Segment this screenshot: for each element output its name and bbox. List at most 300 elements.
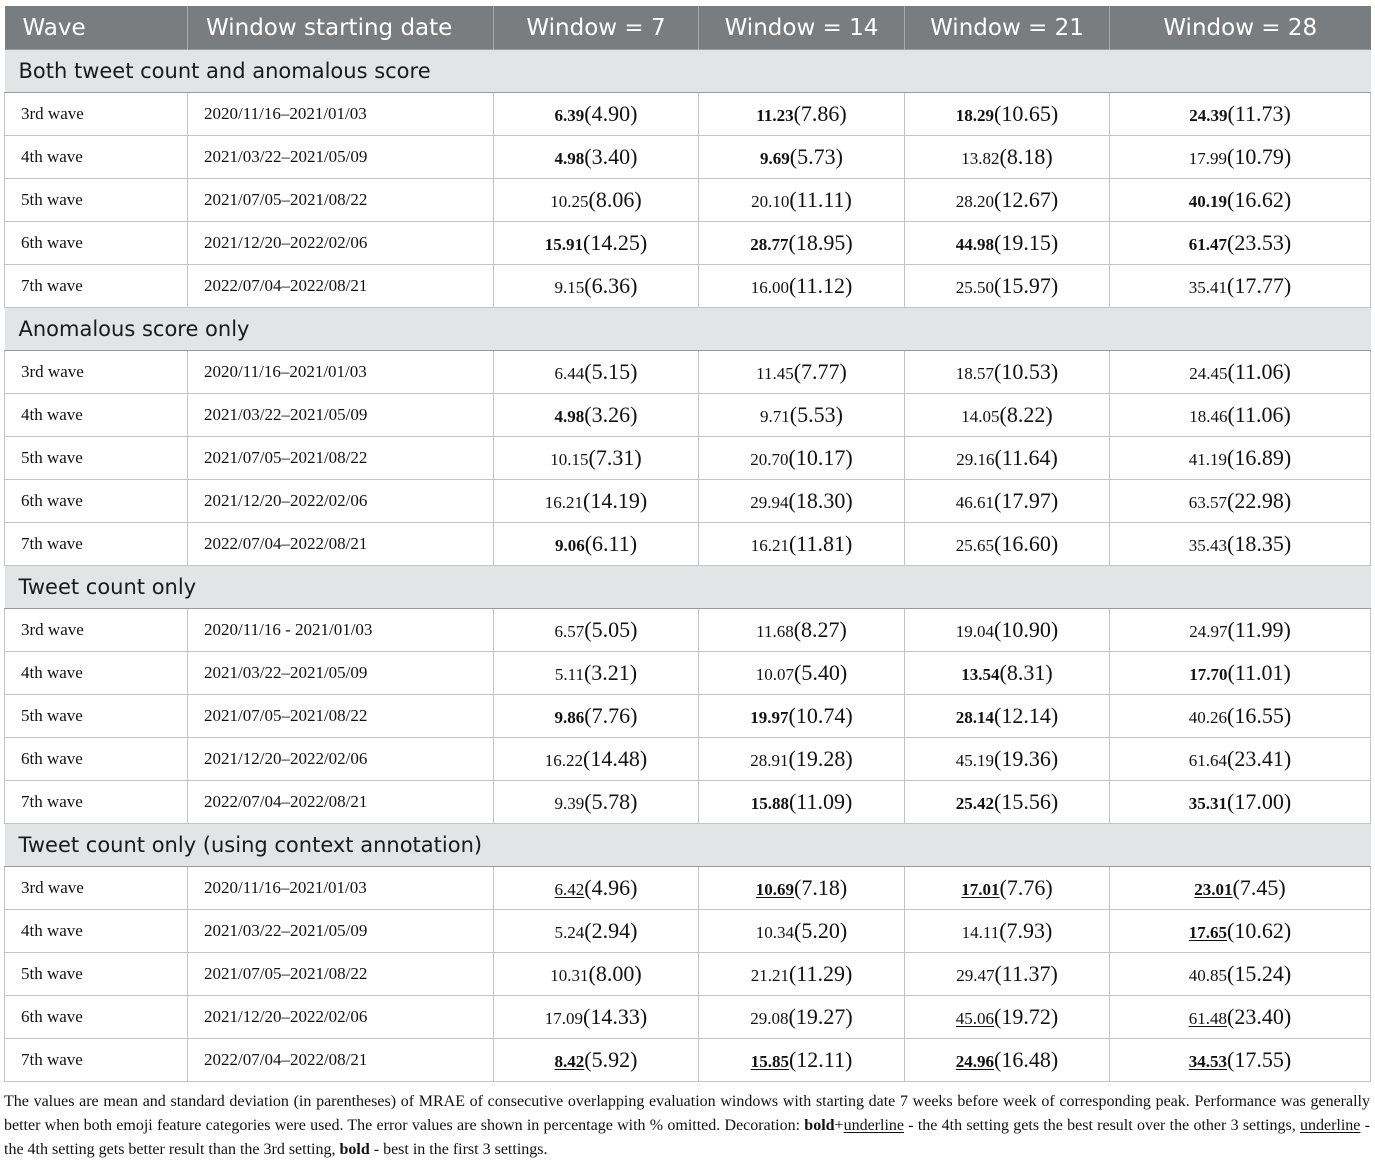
mean-value: 63.57 xyxy=(1188,493,1228,512)
header-window-start: Window starting date xyxy=(188,6,494,50)
sd-value: (14.19) xyxy=(583,488,648,513)
mean-value: 29.16 xyxy=(956,450,995,469)
table-row xyxy=(5,351,1371,394)
value-cell xyxy=(699,136,905,179)
wave-cell: 6th wave xyxy=(5,996,188,1039)
value-cell xyxy=(494,179,699,222)
value-cell xyxy=(1110,910,1371,953)
mean-value: 20.10 xyxy=(751,192,790,211)
mean-value: 19.97 xyxy=(750,708,789,727)
mean-value: 25.50 xyxy=(955,278,995,297)
sd-value: (7.77) xyxy=(793,359,847,384)
mean-value: 10.25 xyxy=(550,192,589,211)
sd-value: (4.96) xyxy=(584,875,638,900)
value-cell xyxy=(494,781,699,824)
table-row xyxy=(5,781,1371,824)
value-cell xyxy=(699,781,905,824)
value-cell xyxy=(494,136,699,179)
value-cell xyxy=(905,437,1110,480)
mean-value: 29.94 xyxy=(750,493,789,512)
header-window-28: Window = 28 xyxy=(1110,6,1371,50)
mean-value: 24.96 xyxy=(955,1052,995,1071)
mean-value: 17.70 xyxy=(1189,665,1228,684)
mean-value: 24.39 xyxy=(1189,106,1228,125)
value-cell xyxy=(699,351,905,394)
value-cell xyxy=(699,179,905,222)
mean-value: 14.11 xyxy=(961,923,1000,942)
sd-value: (10.90) xyxy=(994,617,1059,642)
sd-value: (11.29) xyxy=(788,961,853,986)
wave-cell: 7th wave xyxy=(5,781,188,824)
sd-value: (5.53) xyxy=(789,402,843,427)
sd-value: (5.05) xyxy=(584,617,638,642)
mean-value: 19.04 xyxy=(955,622,995,641)
sd-value: (11.01) xyxy=(1227,660,1291,685)
mean-value: 25.42 xyxy=(955,794,995,813)
date-cell: 2020/11/16–2021/01/03 xyxy=(188,867,494,910)
sd-value: (15.24) xyxy=(1227,961,1292,986)
sd-value: (6.36) xyxy=(584,273,638,298)
footnote-segment: underline xyxy=(1299,1117,1361,1134)
sd-value: (11.99) xyxy=(1227,617,1291,642)
mean-value: 40.19 xyxy=(1188,192,1228,211)
date-cell: 2020/11/16–2021/01/03 xyxy=(188,93,494,136)
section-row xyxy=(5,308,1371,351)
footnote-segment: - the 4th setting gets better result than the 3rd setting, xyxy=(4,1117,1370,1158)
value-cell xyxy=(905,1039,1110,1082)
sd-value: (7.93) xyxy=(999,918,1053,943)
value-cell xyxy=(1110,222,1371,265)
mean-value: 21.21 xyxy=(750,966,789,985)
table-row xyxy=(5,953,1371,996)
footnote-segment: - the 4th setting gets the best result over the other 3 settings, xyxy=(904,1117,1300,1134)
sd-value: (7.76) xyxy=(999,875,1053,900)
value-cell xyxy=(494,609,699,652)
value-cell xyxy=(1110,695,1371,738)
mean-value: 17.09 xyxy=(544,1009,584,1028)
section-title: Anomalous score only xyxy=(5,308,1371,351)
value-cell xyxy=(494,93,699,136)
value-cell xyxy=(905,222,1110,265)
sd-value: (11.73) xyxy=(1227,101,1291,126)
mean-value: 18.57 xyxy=(955,364,995,383)
sd-value: (15.97) xyxy=(994,273,1059,298)
sd-value: (3.21) xyxy=(583,660,638,685)
wave-cell: 3rd wave xyxy=(5,867,188,910)
sd-value: (12.11) xyxy=(788,1047,853,1072)
wave-cell: 4th wave xyxy=(5,394,188,437)
value-cell xyxy=(494,953,699,996)
sd-value: (8.06) xyxy=(588,187,642,212)
mean-value: 9.86 xyxy=(554,708,585,727)
mean-value: 35.43 xyxy=(1188,536,1228,555)
value-cell xyxy=(905,351,1110,394)
sd-value: (7.76) xyxy=(584,703,638,728)
sd-value: (19.36) xyxy=(994,746,1059,771)
value-cell xyxy=(699,652,905,695)
value-cell xyxy=(905,996,1110,1039)
date-cell: 2021/07/05–2021/08/22 xyxy=(188,953,494,996)
mean-value: 9.15 xyxy=(554,278,585,297)
mean-value: 4.98 xyxy=(554,149,585,168)
sd-value: (18.95) xyxy=(788,230,853,255)
sd-value: (8.31) xyxy=(999,660,1053,685)
sd-value: (16.48) xyxy=(994,1047,1059,1072)
sd-value: (8.22) xyxy=(999,402,1053,427)
header-window-14: Window = 14 xyxy=(699,6,905,50)
value-cell xyxy=(494,652,699,695)
mean-value: 20.70 xyxy=(750,450,789,469)
date-cell: 2022/07/04–2022/08/21 xyxy=(188,523,494,566)
sd-value: (17.97) xyxy=(994,488,1059,513)
wave-cell: 3rd wave xyxy=(5,93,188,136)
table-row xyxy=(5,910,1371,953)
table-row xyxy=(5,652,1371,695)
value-cell xyxy=(699,222,905,265)
mean-value: 29.08 xyxy=(750,1009,789,1028)
sd-value: (18.35) xyxy=(1227,531,1292,556)
sd-value: (2.94) xyxy=(584,918,638,943)
sd-value: (14.48) xyxy=(583,746,648,771)
value-cell xyxy=(1110,867,1371,910)
value-cell xyxy=(494,394,699,437)
value-cell xyxy=(699,867,905,910)
mean-value: 10.31 xyxy=(550,966,589,985)
value-cell xyxy=(699,910,905,953)
value-cell xyxy=(699,695,905,738)
mean-value: 61.48 xyxy=(1188,1009,1228,1028)
sd-value: (17.00) xyxy=(1227,789,1292,814)
value-cell xyxy=(905,480,1110,523)
value-cell xyxy=(1110,480,1371,523)
value-cell xyxy=(905,867,1110,910)
wave-cell: 6th wave xyxy=(5,480,188,523)
value-cell xyxy=(905,179,1110,222)
mean-value: 18.29 xyxy=(955,106,995,125)
mean-value: 61.47 xyxy=(1188,235,1228,254)
table-row xyxy=(5,265,1371,308)
header-window-21: Window = 21 xyxy=(905,6,1110,50)
mean-value: 6.57 xyxy=(554,622,585,641)
mean-value: 41.19 xyxy=(1188,450,1228,469)
mean-value: 9.69 xyxy=(760,149,790,168)
value-cell xyxy=(699,1039,905,1082)
footnote-segment: underline xyxy=(843,1117,904,1134)
value-cell xyxy=(905,136,1110,179)
value-cell xyxy=(699,953,905,996)
table-row xyxy=(5,738,1371,781)
mean-value: 40.85 xyxy=(1188,966,1228,985)
date-cell: 2021/07/05–2021/08/22 xyxy=(188,695,494,738)
results-table xyxy=(4,6,1371,1082)
section-row xyxy=(5,824,1371,867)
sd-value: (19.15) xyxy=(994,230,1059,255)
table-row xyxy=(5,480,1371,523)
value-cell xyxy=(1110,523,1371,566)
sd-value: (10.53) xyxy=(994,359,1059,384)
value-cell xyxy=(905,910,1110,953)
sd-value: (16.60) xyxy=(994,531,1059,556)
sd-value: (5.15) xyxy=(584,359,638,384)
mean-value: 6.39 xyxy=(554,106,585,125)
mean-value: 23.01 xyxy=(1194,880,1233,899)
date-cell: 2022/07/04–2022/08/21 xyxy=(188,781,494,824)
mean-value: 15.88 xyxy=(750,794,789,813)
table-row xyxy=(5,394,1371,437)
wave-cell: 7th wave xyxy=(5,265,188,308)
mean-value: 6.42 xyxy=(554,880,585,899)
date-cell: 2022/07/04–2022/08/21 xyxy=(188,1039,494,1082)
sd-value: (23.41) xyxy=(1227,746,1292,771)
mean-value: 11.68 xyxy=(756,622,794,641)
sd-value: (5.78) xyxy=(584,789,638,814)
value-cell xyxy=(494,1039,699,1082)
sd-value: (7.86) xyxy=(793,101,847,126)
value-cell xyxy=(699,523,905,566)
value-cell xyxy=(1110,953,1371,996)
mean-value: 17.65 xyxy=(1188,923,1228,942)
mean-value: 24.45 xyxy=(1189,364,1228,383)
sd-value: (7.31) xyxy=(588,445,642,470)
mean-value: 10.34 xyxy=(755,923,795,942)
sd-value: (18.30) xyxy=(788,488,853,513)
sd-value: (10.17) xyxy=(788,445,853,470)
wave-cell: 4th wave xyxy=(5,136,188,179)
date-cell: 2021/03/22–2021/05/09 xyxy=(188,394,494,437)
header-window-7: Window = 7 xyxy=(494,6,699,50)
sd-value: (19.72) xyxy=(994,1004,1059,1029)
sd-value: (16.89) xyxy=(1227,445,1292,470)
mean-value: 5.24 xyxy=(554,923,585,942)
value-cell xyxy=(1110,265,1371,308)
mean-value: 17.01 xyxy=(961,880,1000,899)
sd-value: (3.26) xyxy=(584,402,638,427)
sd-value: (5.73) xyxy=(789,144,843,169)
mean-value: 6.44 xyxy=(554,364,585,383)
value-cell xyxy=(494,996,699,1039)
footnote-segment: - best in the first 3 settings. xyxy=(369,1141,548,1158)
table-row xyxy=(5,222,1371,265)
table-row xyxy=(5,179,1371,222)
value-cell xyxy=(905,523,1110,566)
value-cell xyxy=(1110,609,1371,652)
footnote-segment: The values are mean and standard deviation (in parentheses) of MRAE of consecutive overlapping evaluation windows with starting date 7 weeks before week of corresponding peak. Performance was generally better when both emoji feature categories were used. The error values are shown in percentage with % omitted. Decoration: xyxy=(4,1093,1370,1134)
sd-value: (11.09) xyxy=(788,789,853,814)
value-cell xyxy=(494,351,699,394)
mean-value: 5.11 xyxy=(554,665,584,684)
table-row xyxy=(5,695,1371,738)
value-cell xyxy=(1110,996,1371,1039)
value-cell xyxy=(1110,136,1371,179)
mean-value: 9.39 xyxy=(554,794,585,813)
sd-value: (16.55) xyxy=(1227,703,1292,728)
table-row xyxy=(5,523,1371,566)
sd-value: (5.40) xyxy=(794,660,848,685)
mean-value: 17.99 xyxy=(1188,149,1228,168)
mean-value: 16.22 xyxy=(544,751,584,770)
value-cell xyxy=(699,480,905,523)
section-row xyxy=(5,566,1371,609)
sd-value: (14.33) xyxy=(583,1004,648,1029)
value-cell xyxy=(494,265,699,308)
value-cell xyxy=(494,867,699,910)
footnote-segment: + xyxy=(834,1117,844,1134)
section-title: Both tweet count and anomalous score xyxy=(5,50,1371,93)
mean-value: 10.69 xyxy=(755,880,795,899)
value-cell xyxy=(905,609,1110,652)
date-cell: 2020/11/16–2021/01/03 xyxy=(188,351,494,394)
mean-value: 28.91 xyxy=(750,751,789,770)
value-cell xyxy=(494,738,699,781)
value-cell xyxy=(494,480,699,523)
section-title: Tweet count only (using context annotation) xyxy=(5,824,1371,867)
wave-cell: 4th wave xyxy=(5,652,188,695)
date-cell: 2021/03/22–2021/05/09 xyxy=(188,136,494,179)
mean-value: 35.31 xyxy=(1188,794,1228,813)
sd-value: (5.92) xyxy=(584,1047,638,1072)
sd-value: (11.06) xyxy=(1227,359,1291,384)
sd-value: (17.55) xyxy=(1227,1047,1292,1072)
value-cell xyxy=(494,222,699,265)
mean-value: 15.91 xyxy=(544,235,584,254)
value-cell xyxy=(1110,394,1371,437)
wave-cell: 5th wave xyxy=(5,437,188,480)
wave-cell: 5th wave xyxy=(5,953,188,996)
sd-value: (10.74) xyxy=(788,703,853,728)
sd-value: (7.45) xyxy=(1232,875,1286,900)
date-cell: 2021/12/20–2022/02/06 xyxy=(188,480,494,523)
section-row xyxy=(5,50,1371,93)
sd-value: (8.27) xyxy=(793,617,847,642)
value-cell xyxy=(699,394,905,437)
value-cell xyxy=(1110,93,1371,136)
value-cell xyxy=(905,394,1110,437)
mean-value: 29.47 xyxy=(956,966,995,985)
sd-value: (12.14) xyxy=(994,703,1059,728)
sd-value: (17.77) xyxy=(1227,273,1292,298)
mean-value: 11.23 xyxy=(756,106,794,125)
sd-value: (19.27) xyxy=(788,1004,853,1029)
wave-cell: 5th wave xyxy=(5,179,188,222)
wave-cell: 7th wave xyxy=(5,523,188,566)
sd-value: (15.56) xyxy=(994,789,1059,814)
value-cell xyxy=(699,265,905,308)
date-cell: 2021/07/05–2021/08/22 xyxy=(188,179,494,222)
value-cell xyxy=(1110,179,1371,222)
value-cell xyxy=(1110,652,1371,695)
value-cell xyxy=(905,781,1110,824)
mean-value: 8.42 xyxy=(554,1052,585,1071)
mean-value: 14.05 xyxy=(961,407,1000,426)
value-cell xyxy=(494,437,699,480)
table-row xyxy=(5,1039,1371,1082)
wave-cell: 6th wave xyxy=(5,222,188,265)
sd-value: (10.62) xyxy=(1227,918,1292,943)
sd-value: (5.20) xyxy=(794,918,848,943)
wave-cell: 4th wave xyxy=(5,910,188,953)
table-row xyxy=(5,609,1371,652)
header-row xyxy=(5,6,1371,50)
table-row xyxy=(5,93,1371,136)
mean-value: 4.98 xyxy=(554,407,585,426)
value-cell xyxy=(905,695,1110,738)
mean-value: 46.61 xyxy=(955,493,995,512)
value-cell xyxy=(905,93,1110,136)
sd-value: (11.37) xyxy=(994,961,1058,986)
mean-value: 28.77 xyxy=(750,235,789,254)
value-cell xyxy=(905,738,1110,781)
mean-value: 35.41 xyxy=(1188,278,1228,297)
wave-cell: 6th wave xyxy=(5,738,188,781)
sd-value: (22.98) xyxy=(1227,488,1292,513)
mean-value: 13.54 xyxy=(961,665,1000,684)
date-cell: 2021/12/20–2022/02/06 xyxy=(188,996,494,1039)
date-cell: 2021/12/20–2022/02/06 xyxy=(188,738,494,781)
value-cell xyxy=(1110,351,1371,394)
table-row xyxy=(5,996,1371,1039)
sd-value: (16.62) xyxy=(1227,187,1292,212)
value-cell xyxy=(699,738,905,781)
value-cell xyxy=(699,996,905,1039)
sd-value: (23.53) xyxy=(1227,230,1292,255)
mean-value: 13.82 xyxy=(961,149,1000,168)
wave-cell: 5th wave xyxy=(5,695,188,738)
mean-value: 44.98 xyxy=(955,235,995,254)
value-cell xyxy=(1110,781,1371,824)
footnote-segment: bold xyxy=(804,1117,835,1134)
value-cell xyxy=(494,523,699,566)
sd-value: (19.28) xyxy=(788,746,853,771)
mean-value: 16.21 xyxy=(544,493,584,512)
sd-value: (10.65) xyxy=(994,101,1059,126)
value-cell xyxy=(1110,437,1371,480)
sd-value: (7.18) xyxy=(794,875,848,900)
value-cell xyxy=(494,695,699,738)
header-wave: Wave xyxy=(5,6,188,50)
sd-value: (3.40) xyxy=(584,144,638,169)
table-footnote xyxy=(4,1090,1370,1162)
sd-value: (11.81) xyxy=(788,531,853,556)
sd-value: (10.79) xyxy=(1227,144,1292,169)
mean-value: 28.14 xyxy=(955,708,995,727)
mean-value: 15.85 xyxy=(750,1052,789,1071)
mean-value: 18.46 xyxy=(1189,407,1228,426)
value-cell xyxy=(1110,738,1371,781)
sd-value: (14.25) xyxy=(583,230,648,255)
value-cell xyxy=(1110,1039,1371,1082)
wave-cell: 7th wave xyxy=(5,1039,188,1082)
sd-value: (8.00) xyxy=(588,961,642,986)
mean-value: 25.65 xyxy=(955,536,995,555)
sd-value: (11.12) xyxy=(788,273,853,298)
table-row xyxy=(5,437,1371,480)
mean-value: 28.20 xyxy=(955,192,995,211)
value-cell xyxy=(699,609,905,652)
section-title: Tweet count only xyxy=(5,566,1371,609)
footnote-segment: bold xyxy=(339,1141,370,1158)
mean-value: 45.06 xyxy=(955,1009,995,1028)
sd-value: (4.90) xyxy=(584,101,638,126)
mean-value: 9.71 xyxy=(760,407,790,426)
date-cell: 2021/12/20–2022/02/06 xyxy=(188,222,494,265)
sd-value: (11.06) xyxy=(1227,402,1291,427)
mean-value: 16.00 xyxy=(750,278,789,297)
wave-cell: 3rd wave xyxy=(5,351,188,394)
mean-value: 9.06 xyxy=(554,536,585,555)
mean-value: 24.97 xyxy=(1189,622,1228,641)
date-cell: 2021/07/05–2021/08/22 xyxy=(188,437,494,480)
sd-value: (23.40) xyxy=(1227,1004,1292,1029)
